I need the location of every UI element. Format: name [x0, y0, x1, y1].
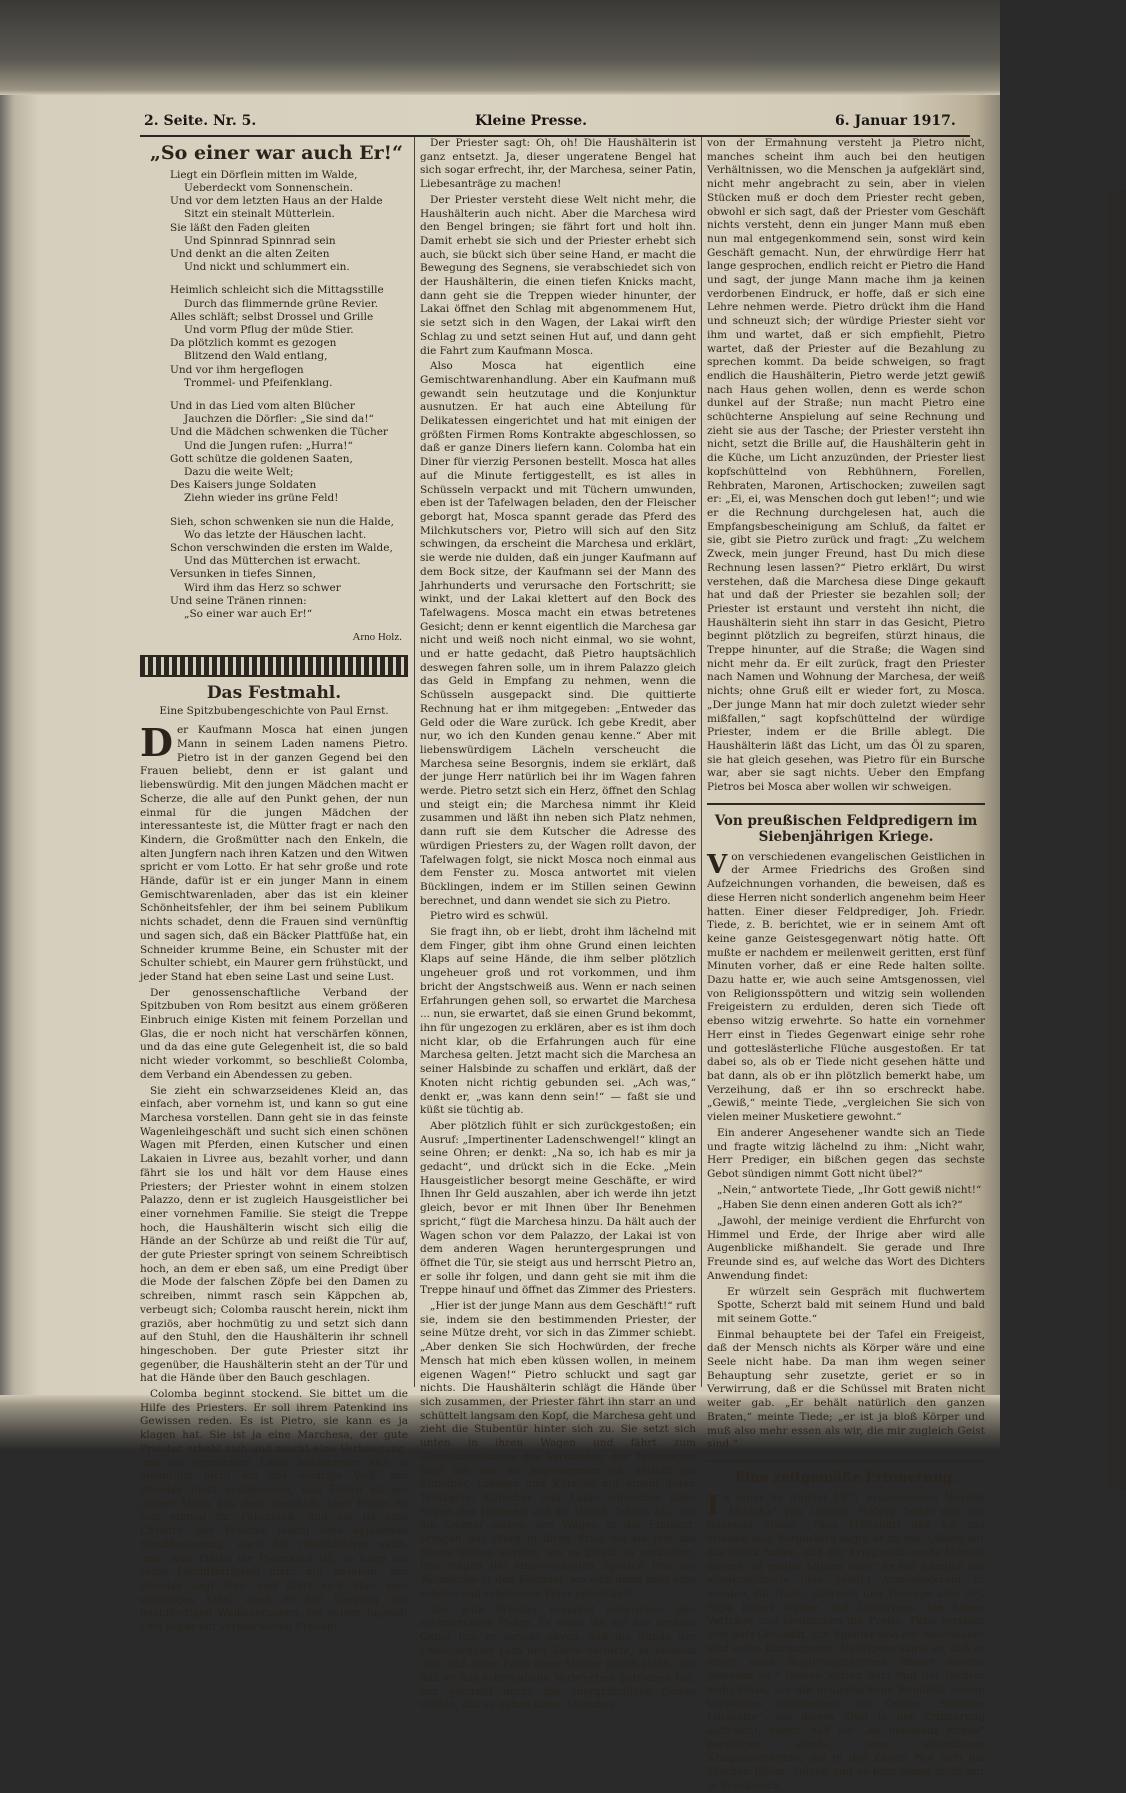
paragraph: „Nein,“ antwortete Tiede, „Ihr Gott gewiß nicht!“ [717, 1183, 982, 1196]
poem-line: Und nickt und schlummert ein. [184, 261, 350, 274]
story-byline: Eine Spitzbubengeschichte von Paul Ernst. [159, 704, 389, 717]
poem-line: Jauchzen die Dörfler: „Sie sind da!“ [184, 413, 374, 426]
poem-stanza [170, 516, 408, 622]
poem-line: „So einer war auch Er!“ [184, 608, 313, 620]
paragraph: Pietro wird es schwül. [430, 910, 549, 923]
poem-line: Und das Mütterchen ist erwacht. [184, 555, 361, 568]
poem-line: Und in das Lied vom alten Blücher [170, 399, 355, 412]
paragraph: Der Priester sagt: Oh, oh! Die Haushälterin ist ganz entsetzt. Ja, dieser ungeratene Bengel hat sich sogar erfrecht, ihr, der Marchesa, seiner Patin, Liebesanträge zu machen! [420, 137, 696, 191]
poem-line: Und vorm Pflug der müde Stier. [184, 323, 354, 336]
drop-cap: V [707, 849, 728, 880]
story-body-part3 [707, 137, 985, 795]
article-title: Von preußischen Feldpredigern im Siebenjährigen Kriege. [714, 812, 978, 845]
newspaper-page [140, 95, 985, 1792]
poem-body [140, 169, 408, 622]
drop-cap: I [707, 1490, 720, 1521]
paragraph: n einer im August 1871 erschienenen Novelle „Minicha“ von Ludovic Halévy findet sich die folgende Stelle: „Papa Millionär! daß ich das erleben soll! Vorgestern sagte er zu mir: „Wenn wir das Glück haben, daß der Krieg noch sechs Monate dauert, ist meine Million voll!“ Er hat nämlich die ausgezeichnete Idee gehabt Armeelieferant zu werden, für Hafer, Getreide und Fourage aller Art. Papa liefert Waffen und Uniformen. Sie haben Verträge und bestimmen die Preise. Papa versteht sich aufs Geschäft. Ein Spanier und ein Amerikaner sind seine Kompagnons. Uebrigens sagte er, daß es unter allen Regierungsformen immer ebenso gewesen ist.“ Diesen letzten Satz fügt der Dichter wohl hinzu, um die neugebackene Republik seinen Vorwürfen auszusetzen. Die Genfer „Semaine Littéraire“, die dieses Zitat in der Erinnerung auffrischt, meint, daß sie „les nouveaux riches“ beruhigen würde, jene schamlosen Kriegslieferanten, die in der Zeiten Not sich die Taschen füllen. Solche gibt es jetzt leider nicht nur in Frankreich. [707, 1491, 985, 1792]
paragraph: Der Priester versteht diese Welt nicht mehr, die Haushälterin auch nicht. Aber die Marchesa wird den Bengel bringen; sie fährt fort und holt ihn. Damit erhebt sie sich und der Priester erhebt sich auch, sie bückt sich über seine Hand, er macht die Bewegung des Segnens, sie verabschiedet sich von der Haushälterin, die einen tiefen Knicks macht, dann geht sie die Treppen wieder hinunter, der Lakai öffnet den Schlag mit abgenommenem Hut, sie setzt sich in den Wagen, der Lakai wirft den Schlag zu und setzt seinen Hut auf, und dann geht die Fahrt zum Kaufmann Mosca. [420, 193, 696, 357]
drop-cap: D [140, 720, 173, 766]
article-separator [707, 1460, 985, 1462]
poem-line: Schon verschwinden die ersten im Walde, [170, 541, 393, 554]
paragraph: Sie zieht ein schwarzseidenes Kleid an, das einfach, aber vornehm ist, und kann so gut eine Marchesa vorstellen. Dann geht sie in das feinste Wagenleihgeschäft und sucht sich einen schönen Wagen mit Pferden, einen Kutscher und einen Lakaien in Livree aus, bezahlt vorher, und dann fährt sie los und hält vor dem Hause eines Priesters; der Priester wohnt in einem stolzen Palazzo, denn er ist zugleich Hausgeistlicher bei einer vornehmen Familie. Sie steigt die Treppe hoch, die Haushälterin wischt sich eilig die Hände an der Schürze ab und reißt die Tür auf, der gute Priester springt von seinem Schreibtisch hoch, an dem er eben saß, um eine Predigt über die Mode der falschen Zöpfe bei den Damen zu schreiben, nimmt rasch sein Käppchen ab, verbeugt sich; Colomba rauscht herein, nickt ihm graziös, aber hochmütig zu und setzt sich dann auf den Stuhl, den die Haushälterin ihr schnell hingeschoben. Der gute Priester sitzt ihr gegenüber, die Haushälterin steht an der Tür und hat die Hände über den Bauch geschlagen. [140, 1084, 408, 1385]
issue-date: 6. Januar 1917. [835, 113, 956, 129]
poem-stanza [170, 169, 408, 275]
poem-line: Heimlich schleicht sich die Mittagsstille [170, 284, 384, 297]
page-shadow [1096, 190, 1126, 1490]
poem-line: Des Kaisers junge Soldaten [170, 479, 317, 492]
paragraph: Also Mosca hat eigentlich eine Gemischtwarenhandlung. Aber ein Kaufmann muß gewandt sein heutzutage und die Konjunktur ausnutzen. Er hat auch eine Abteilung für Delikatessen eingerichtet und hat mit einigen der größten Firmen Roms Kontrakte abgeschlossen, so daß er ganze Diners liefern kann. Colomba hat ein Diner für vierzig Personen bestellt. Mosca hat alles auf die Minute fertiggestellt, es ist alles in Schüsseln verpackt und mit Tüchern umwunden, eben ist der Tafelwagen beladen, den der Fleischer geborgt hat, Mosca spannt gerade das Pferd des Milchkutschers vor, Pietro will sich auf den Sitz schwingen, da erscheint die Marchesa und erklärt, sie werde nie dulden, daß ein junger Kaufmann auf dem Bock sitze, der Kaufmann sei der Mann des Jahrhunderts und verursache den Fortschritt; sie winkt, und der Lakai klettert auf den Bock des Tafelwagens. Mosca macht ein etwas betretenes Gesicht; denn er kennt eigentlich die Marchesa gar nicht und weiß noch nicht einmal, wo sie wohnt, und er hatte gedacht, daß Pietro hauptsächlich deswegen fahren solle, um in ihrem Palazzo gleich das Geld in Empfang zu nehmen, wenn die Schüsseln ausgepackt sind. Die quittierte Rechnung hat er ihm mitgegeben: „Entweder das Geld oder die Ware zurück. Ich gebe Kredit, aber nur, wo ich den Kunden genau kenne.“ Aber mit liebenswürdigem Lächeln verscheucht die Marchesa seine Besorgnis, indem sie erklärt, daß der junge Herr natürlich bei ihr im Wagen fahren werde. Pietro setzt sich ein Herz, öffnet den Schlag und steigt ein; die Marchesa nimmt ihr Kleid zusammen und läßt ihn neben sich Platz nehmen, dann ruft sie dem Kutscher die Adresse des würdigen Priesters zu, der Wagen rollt davon, der Tafelwagen folgt, sie nickt Mosca noch einmal aus dem Fenster zu. Mosca antwortet mit vielen Bücklingen, indem er im Stillen seinen Gewinn berechnet, und dann wendet sie sich zu Pietro. [420, 360, 696, 907]
article-body [707, 1492, 985, 1793]
poem-author: Arno Holz. [352, 631, 402, 644]
article-body [707, 851, 985, 1452]
paragraph: Aber plötzlich fühlt er sich zurückgestoßen; ein Ausruf: „Impertinenter Ladenschwengel!“ klingt an seine Ohren; er denkt: „Na so, ich hab es mir ja gedacht“, und drückt sich in die Ecke. „Mein Hausgeistlicher besorgt meine Geschäfte, er wird Ihnen Ihr Geld auszahlen, aber ich werde ihn jetzt gleich, bevor er mit Ihnen über Ihr Benehmen spricht,“ fügt die Marchesa hinzu. Da hält auch der Wagen schon vor dem Palazzo, der Lakai ist von dem anderen Wagen heruntergesprungen und öffnet die Tür, sie steigt aus und herrscht Pietro an, er solle ihr folgen, und dann geht sie mit ihm die Treppe hinauf und öffnet das Zimmer des Priesters. [420, 1119, 696, 1297]
poem-line: Sieh, schon schwenken sie nun die Halde, [170, 515, 394, 528]
paragraph: Der gute Priester ermahnt inzwischen den zerknirschten Pietro. Er weist ihn auf das sechste Gebot hin, er spricht davon, daß die Sünde der Unkeuschheit Leib und Seele verdirbt, er beweist ihm, daß seine Patin einer Mutter gleich steht, und daß er das schreckliche Verbrechen getrieben hat, nur gestreift durch die unergründliche Gnade Gottes, das es geben kann. Manches [420, 1603, 696, 1712]
poem-line: Und die Mädchen schwenken die Tücher [170, 426, 388, 439]
poem-line: Alles schläft; selbst Drossel und Grille [170, 310, 374, 323]
poem-line: Wird ihm das Herz so schwer [184, 581, 341, 594]
poem-line: Und seine Tränen rinnen: [170, 594, 307, 607]
poem-line: Sitzt ein steinalt Mütterlein. [184, 208, 335, 221]
page-header [140, 113, 960, 137]
column-divider [701, 137, 702, 1387]
poem-line: Blitzend den Wald entlang, [184, 350, 328, 363]
poem-line: Versunken in tiefes Sinnen, [170, 568, 316, 581]
poem-stanza [170, 400, 408, 506]
poem-line: Trommel- und Pfeifenklang. [184, 376, 333, 389]
story-body-part1 [140, 720, 408, 1634]
poem-line: Sie läßt den Faden gleiten [170, 221, 311, 234]
story-body-part2 [420, 137, 696, 1713]
paragraph: Der genossenschaftliche Verband der Spitzbuben von Rom besitzt aus einem größeren Einbruch einige Kisten mit feinem Porzellan und Glas, die er noch nicht hat verschärfen können, und da das eine gute Gelegenheit ist, die so bald nicht wieder vorkommt, so beschließt Colomba, dem Verband ein Abendessen zu geben. [140, 986, 408, 1081]
poem-line: Liegt ein Dörflein mitten im Walde, [170, 168, 358, 181]
article-separator [707, 803, 985, 805]
paragraph: Colomba beginnt stockend. Sie bittet um die Hilfe des Priesters. Er soll ihrem Patenkind ins Gewissen reden. Es ist Pietro, sie kann es ja klagen hat. Sie ist ja eine Marchesa, der gute Priester erhebt sich und macht eine Verbeugung, und die vornehmen Leute bekümmern sich ja eigentlich nicht um das niedrige Volk, der Priester nickt zustimmend, und Pietro ist ein junger Mann aus dem Geschäft, aber Pietro ist nun einmal ihr Patenkind, und sie ist eine Christin, der Priester macht eine bejahende Handbewegung, auch die Haushälterin nickt, und, weil Pietro ihr Patenkind ist, so kann sie seine Leichtfertigkeit nicht mit ansehen, der Priester sagt Hm! und fährt sich über sein stoppliges Kinn, denn er hat Umgang mit leichtfertigen Weibspersonen, bei seiner Jugend! Und sogar mit verheirateten Frauen! [140, 1388, 408, 1634]
paragraph: „Hier ist der junge Mann aus dem Geschäft!“ ruft sie, indem sie den bestimmenden Priester, der seine Mütze dreht, vor sich in das Zimmer schiebt. „Aber denken Sie sich Hochwürden, der freche Mensch hat mich eben küssen wollen, in meinem eigenen Wagen!“ Pietro schluckt und sagt gar nichts. Die Haushälterin schlägt die Hände über sich zusammen, der Priester fährt ihn starr an und schüttelt langsam den Kopf, die Marchesa geht und zieht die Stubentür hinter sich zu. Sie setzt sich unten in ihren Wagen und fährt zum Gesellschaftshaus des Verbandes, der Tafelwagen folgt ihr; wie sie angekommen ist, entläßt sie Kutscher, Lakaien und Kutsche mit einem guten Trinkgeld; Kutscher und Lakai wünschen allen Segen des Himmels auf ihr Haupt, fahren ab, und die Gauner ziehen den Wagen in die Einfahrt, bringen das Pferd in ihren Stall, wo sie ihm die Haare färben werden, um es gleich zu verkaufen, und tragen die eingewickelten Speisen und die Weinkörbe in den Festsaal, wo sich dann bald eine schöne und erhebende Feier entwickelt. [420, 1300, 696, 1600]
poem-line: Dazu die weite Welt; [184, 465, 294, 478]
paragraph: on verschiedenen evangelischen Geistlichen in der Armee Friedrichs des Großen sind Aufzeichnungen vorhanden, die beweisen, daß es diese Herren nicht sonderlich angenehm beim Heer hatten. Einer dieser Feldprediger, Joh. Friedr. Tiede, z. B. berichtet, wie er in seinem Amt oft keine ganze Geistesgegenwart nötig hatte. Oft mußte er nachdem er meilenweit geritten, erst fünf Minuten vorher, daß er eine Rede halten sollte. Dazu hatte er, wie auch seine Amtsgenossen, viel von Religionsspöttern und witzig sein wollenden Freigeistern zu erdulden, deren sich Tiede oft ebenso witzig erwehrte. So hatte ein vornehmer Herr einst in Tiedes Gegenwart einige sehr rohe und gotteslästerliche Flüche ausgestoßen. Er tat dabei so, als ob er Tiede nicht gesehen hätte und bat dann, als ob er ihn plötzlich bemerkt habe, um Verzeihung, daß er ihn so erschreckt habe. „Gewiß,“ meinte Tiede, „vergleichen Sie sich von vielen meiner Musketiere gewohnt.“ [707, 850, 985, 1124]
poem-line: Und Spinnrad Spinnrad sein [184, 234, 336, 247]
poem-stanza [170, 284, 408, 390]
poem-line: Und die Jungen rufen: „Hurra!“ [184, 439, 353, 452]
paragraph: „Haben Sie denn einen anderen Gott als ich?“ [717, 1199, 963, 1212]
poem-title: „So einer war auch Er!“ [150, 142, 403, 164]
paragraph: von der Ermahnung versteht ja Pietro nicht, manches scheint ihm auch bei den heutigen Verhältnissen, wo die Menschen ja aufgeklärt sind, nicht mehr angebracht zu sein, aber in vielen Stücken muß er doch dem Priester recht geben, obwohl er sich sagt, daß der Priester vom Geschäft nichts versteht, denn ein junger Mann muß eben nun mal entgegenkommend sein, sonst wird kein Geschäft gemacht. Nun, der ehrwürdige Herr hat lange gesprochen, endlich reicht er Pietro die Hand und sagt, der junge Mann mache ihm ja keinen verdorbenen Eindruck, er hoffe, daß er sich eine Lehre nehmen werde. Pietro drückt ihm die Hand und schneuzt sich; der würdige Priester sieht vor ihm und wartet, daß er sich empfiehlt, Pietro wartet, daß der Priester auf die Bezahlung zu sprechen kommt. Da beide schweigen, so fragt endlich die Haushälterin, Pietro werde jetzt gewiß nach Haus gehen wollen, denn es werde schon dunkel auf der Straße; nun macht Pietro eine schüchterne Anspielung auf seine Rechnung und zieht sie aus der Tasche; der Priester versteht ihn nicht, setzt die Brille auf, die Haushälterin geht in die Küche, um Licht anzuzünden, der Priester liest kopfschüttelnd von Rebhühnern, Forellen, Rehbraten, Maronen, Artischocken; zuweilen sagt er: „Ei, ei, was Menschen doch gut leben!“; und wie er die Rechnung durchgelesen hat, auch die Empfangsbescheinigung am Schluß, da faltet er sie, gibt sie Pietro zurück und fragt: „Zu welchem Zweck, mein junger Freund, hast Du mich diese Rechnung lesen lassen?“ Pietro erklärt, Du wirst verstehen, daß die Marchesa diese Dinge gekauft hat und daß der Priester sie bezahlen soll; der Priester ist erstaunt und versteht ihn nicht, die Haushälterin sieht ihn starr in das Gesicht, Pietro beginnt plötzlich zu begreifen, stürzt hinaus, die Treppe hinunter, auf die Straße; die Wagen sind nicht mehr da. Er eilt zurück, fragt den Priester nach Namen und Wohnung der Marchesa, der weiß nichts; ohne Gruß eilt er wieder fort, zu Mosca. „Der junge Mann hat mir doch zuletzt wieder sehr mißfallen,“ sagt kopfschüttelnd der würdige Priester, indem er die Brille ablegt. Die Haushälterin läßt das Licht, um das Öl zu sparen, sie hat gleich gesehen, was Pietro für ein Bursche war, aber sie sagt nichts. Ueber den Empfang Pietros bei Mosca aber wollen wir schweigen. [707, 137, 985, 794]
poem-line: Und denkt an die alten Zeiten [170, 247, 330, 260]
paragraph: Ein anderer Angesehener wandte sich an Tiede und fragte witzig lächelnd zu ihm: „Nicht wahr, Herr Prediger, ein bißchen gegen das sechste Gebot sündigen nimmt Gott nicht übel?“ [707, 1126, 985, 1180]
column-divider [414, 137, 415, 1387]
poem-line: Wo das letzte der Häuschen lacht. [184, 528, 367, 541]
poem-line: Und vor dem letzten Haus an der Halde [170, 195, 383, 208]
poem-line: Durch das flimmernde grüne Revier. [184, 297, 379, 310]
ornament-divider [140, 655, 408, 677]
paragraph: Sie fragt ihn, ob er liebt, droht ihm lächelnd mit dem Finger, gibt ihm ohne Grund einen leichten Klaps auf seine Hände, die ihm selber plötzlich ungeheuer groß und rot vorkommen, und ihm bricht der Angstschweiß aus. Wenn er nach seinen Erfahrungen gehen soll, so erwartet die Marchesa ... nun, sie erwartet, daß sie einen Grund bekommt, ihn für ungezogen zu erklären, aber es ist ihm doch nicht klar, ob die Erfahrungen auch für eine Marchesa gelten. Jetzt macht sich die Marchesa an seiner Halsbinde zu schaffen und erklärt, daß der Knoten nicht richtig gebunden sei. „Ach was,“ denkt er, „was kann denn sein!“ — faßt sie und küßt sie tüchtig ab. [420, 926, 696, 1117]
scan-border-top [0, 0, 1000, 95]
column-2 [420, 137, 696, 1712]
paper-name: Kleine Presse. [475, 113, 588, 129]
paragraph: „Jawohl, der meinige verdient die Ehrfurcht von Himmel und Erde, der Ihrige aber wird alle Augenblicke mißhandelt. Sie gerade und Ihre Freunde sind es, auf welche das Wort des Dichters Anwendung findet: [707, 1215, 985, 1282]
paragraph: Einmal behauptete bei der Tafel ein Freigeist, daß der Mensch nichts als Körper wäre und eine Seele nicht habe. Da man ihm wegen seiner Behauptung sehr zusetzte, geriet er so in Verwirrung, daß er die Schüssel mit Braten nicht weiter gab. „Er behält natürlich den ganzen Braten,“ meinte Tiede; „er ist ja bloß Körper und muß also mehr essen als wir, die mir zugleich Geist sind.“ [707, 1328, 985, 1451]
story-title: Das Festmahl. [206, 682, 342, 703]
article-title: Eine zeitgemäße Erinnerung. [734, 1469, 958, 1486]
poem-line: Ziehn wieder ins grüne Feld! [184, 492, 339, 505]
column-3 [707, 137, 985, 1792]
poem-line: Da plötzlich kommt es gezogen [170, 337, 337, 350]
poem-line: Ueberdeckt vom Sonnenschein. [184, 181, 354, 194]
verse-quote: Er würzelt sein Gespräch mit fluchwertem Spotte, Scherzt bald mit seinem Hund und bald mit seinem Gotte.“ [717, 1285, 985, 1325]
column-1 [140, 137, 408, 1634]
page-number-label: 2. Seite. Nr. 5. [144, 113, 257, 129]
poem-line: Und vor ihm hergeflogen [170, 363, 304, 376]
paragraph: er Kaufmann Mosca hat einen jungen Mann in seinem Laden namens Pietro. Pietro ist in der ganzen Gegend bei den Frauen beliebt, denn er ist galant und liebenswürdig. Mit den jungen Mädchen macht er Scherze, die alle auf den Punkt gehen, der nun einmal für die jungen Mädchen der interessanteste ist, die Mütter fragt er nach den Kindern, die Großmütter nach den Enkeln, die alten Jungfern nach ihren Katzen und den Witwen spricht er vom Lotto. Er hat sehr große und rote Hände, dafür ist er ein junger Mann in einem Gemischtwarenladen, aber das ist ein kleiner Schönheitsfehler, der ihm bei seinem Publikum nichts schadet, denn die Frauen sind vernünftig und sagen sich, daß ein Bäcker Plattfüße hat, ein Schneider krumme Beine, ein Schuster mit der Schulter schiebt, ein Maurer gern frühstückt, und jeder Stand hat eben seine Last und seine Lust. [140, 724, 408, 983]
poem-line: Gott schütze die goldenen Saaten, [170, 452, 353, 465]
